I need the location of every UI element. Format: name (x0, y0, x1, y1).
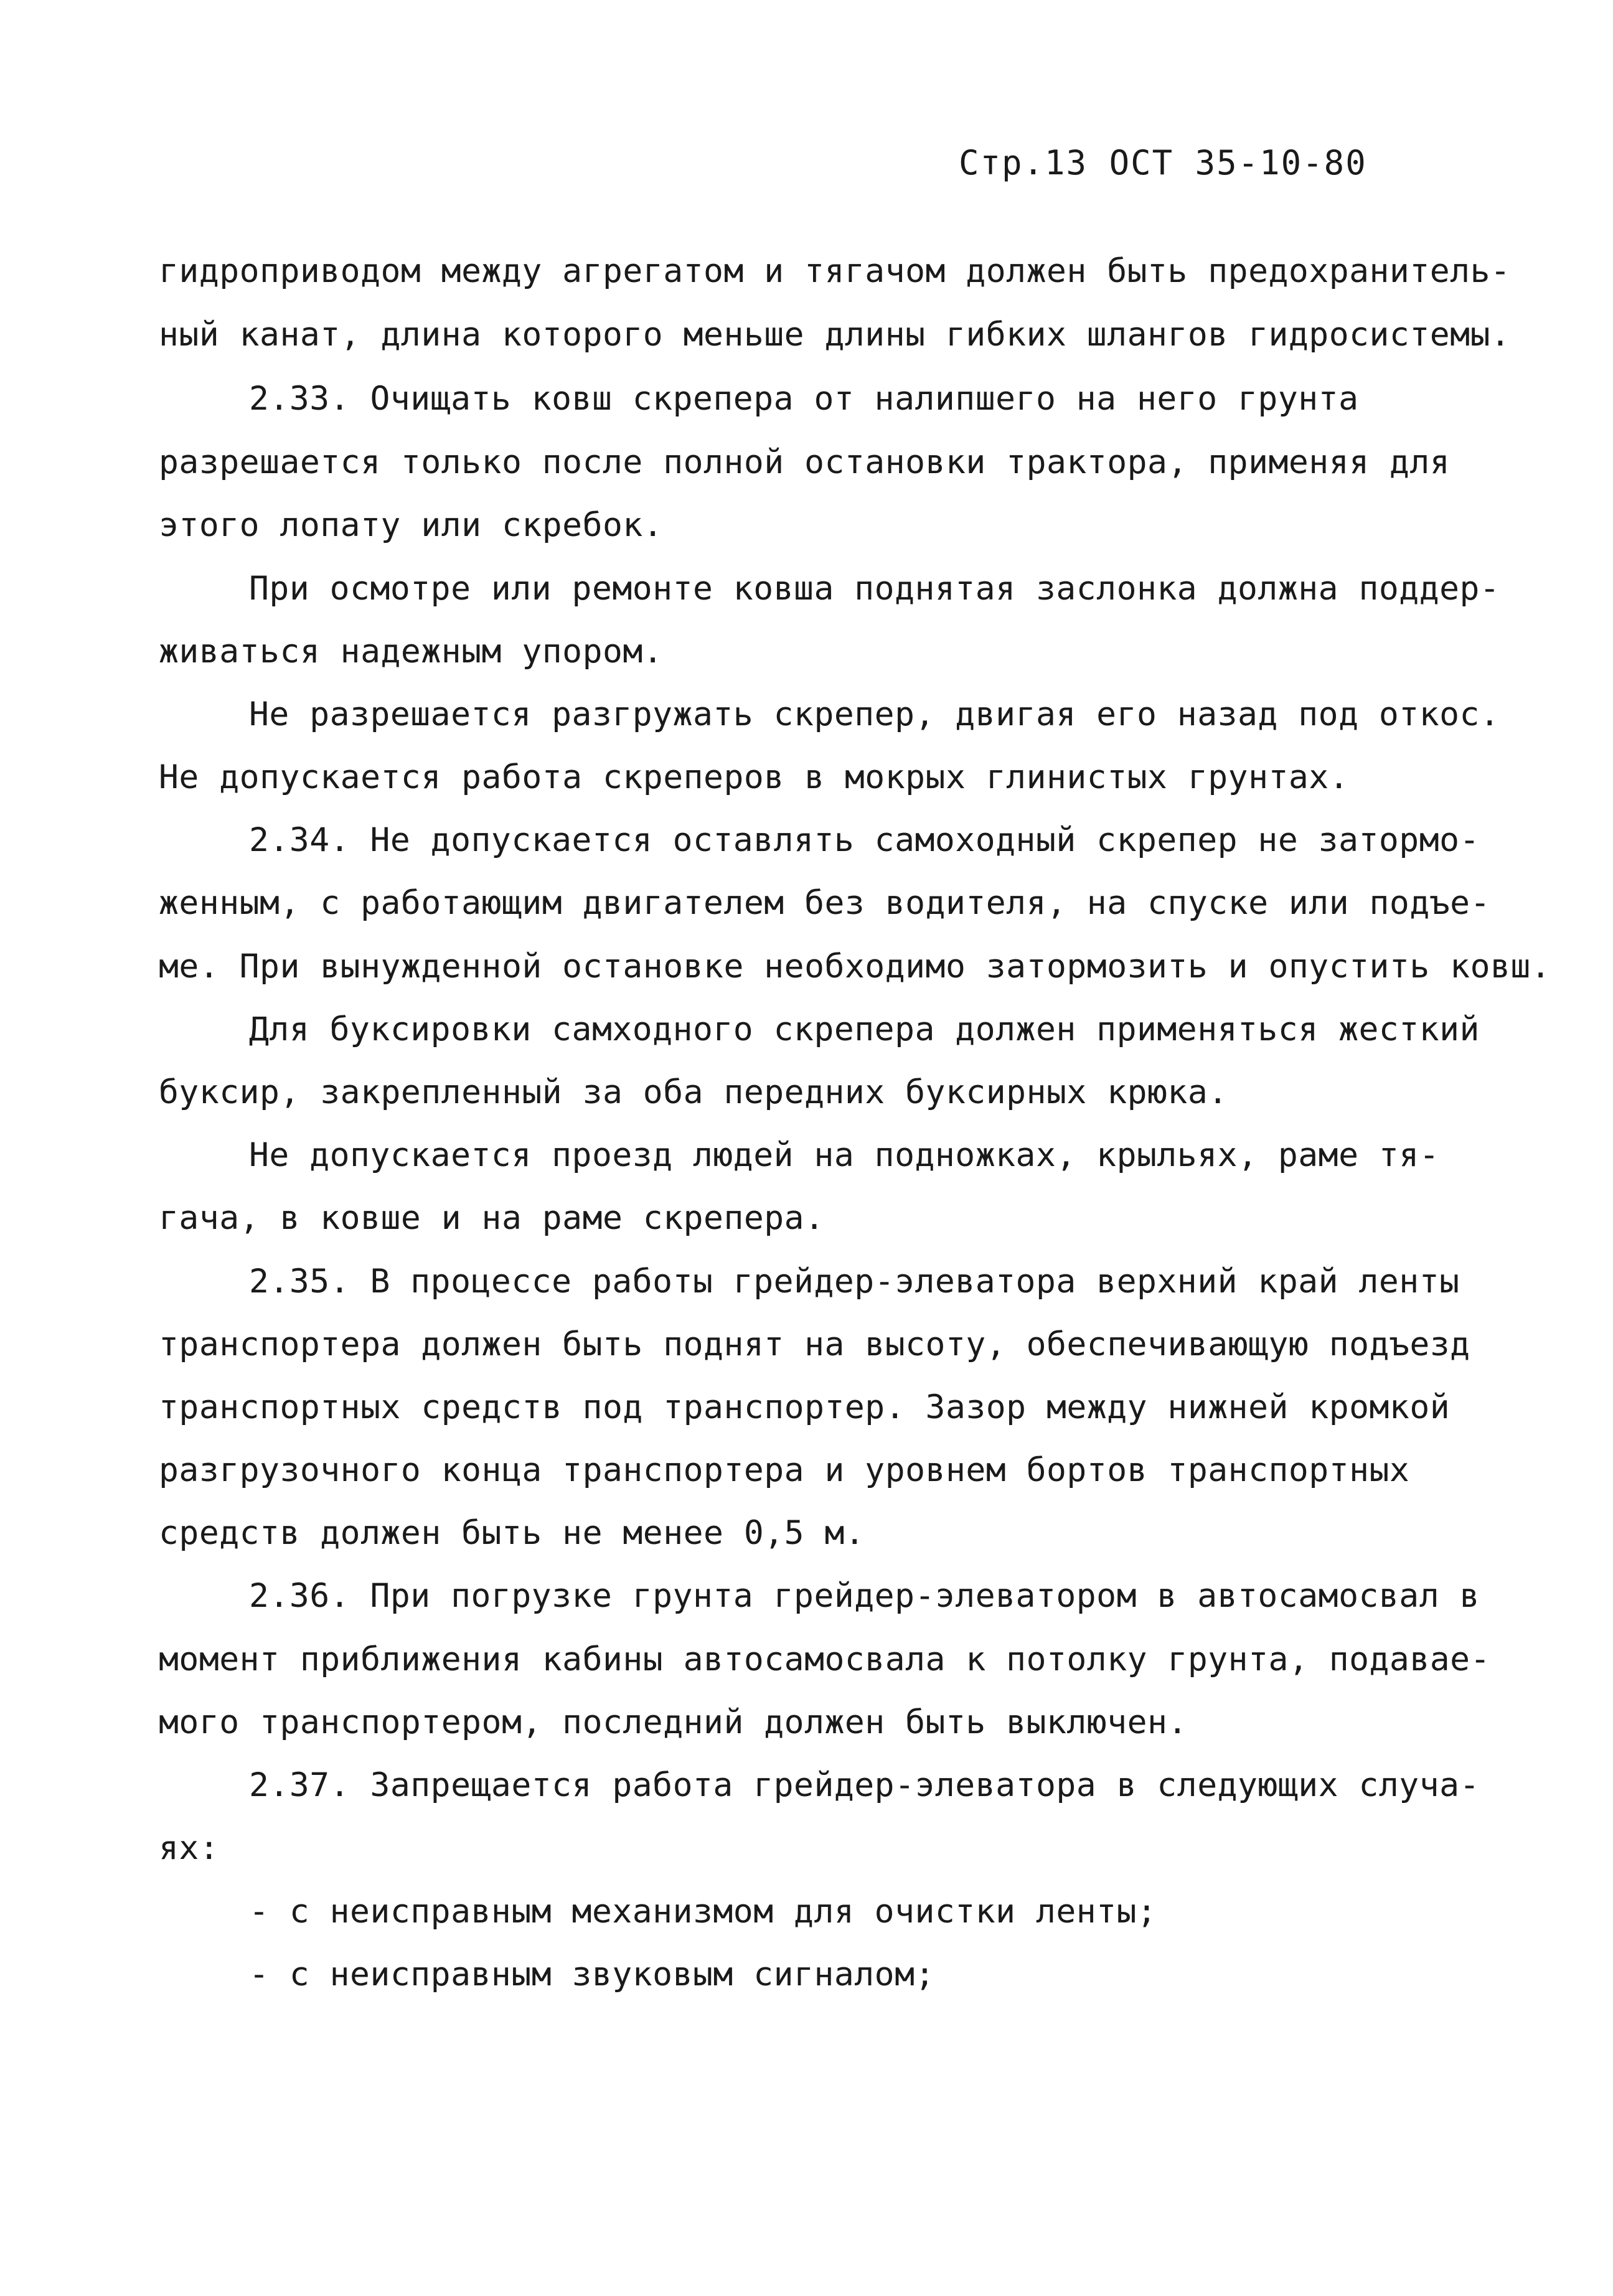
text-line: этого лопату или скребок. (159, 506, 664, 544)
text-line: ный канат, длина которого меньше длины гибких шлангов гидросистемы. (159, 316, 1511, 354)
text-line: 2.37. Запрещается работа грейдер-элеватора в следующих случа- (249, 1766, 1480, 1804)
text-line: разрешается только после полной остановки трактора, применяя для (159, 443, 1451, 481)
text-line: гидроприводом между агрегатом и тягачом должен быть предохранитель- (159, 252, 1511, 290)
text-line: мого транспортером, последний должен быть выключен. (159, 1703, 1188, 1741)
page-header: Стр.13 ОСТ 35-10-80 (959, 143, 1367, 182)
list-item: - с неисправным механизмом для очистки ленты; (249, 1893, 1157, 1931)
list-item: - с неисправным звуковым сигналом; (249, 1955, 935, 1993)
text-line: гача, в ковше и на раме скрепера. (159, 1199, 825, 1237)
text-line: ме. При вынужденной остановке необходимо затормозить и опустить ковш. (159, 948, 1551, 986)
text-line: Не допускается проезд людей на подножках, крыльях, раме тя- (249, 1136, 1440, 1174)
text-line: транспортера должен быть поднят на высоту, обеспечивающую подъезд (159, 1325, 1470, 1363)
text-line: женным, с работающим двигателем без водителя, на спуске или подъе- (159, 884, 1490, 922)
text-line: буксир, закрепленный за оба передних буксирных крюка. (159, 1073, 1228, 1111)
text-line: разгрузочного конца транспортера и уровнем бортов транспортных (159, 1451, 1410, 1489)
text-line: средств должен быть не менее 0,5 м. (159, 1514, 865, 1552)
text-line: 2.34. Не допускается оставлять самоходный скрепер не затормо- (249, 821, 1480, 859)
text-line: При осмотре или ремонте ковша поднятая заслонка должна поддер- (249, 570, 1500, 608)
text-line: 2.33. Очищать ковш скрепера от налипшего на него грунта (249, 380, 1359, 418)
text-line: ях: (159, 1829, 220, 1867)
text-line: живаться надежным упором. (159, 633, 664, 670)
text-line: момент приближения кабины автосамосвала к потолку грунта, подавае- (159, 1640, 1490, 1678)
text-line: Не допускается работа скреперов в мокрых глинистых грунтах. (159, 758, 1350, 796)
text-line: Не разрешается разгружать скрепер, двигая его назад под откос. (249, 695, 1500, 733)
text-line: 2.35. В процессе работы грейдер-элеватора верхний край ленты (249, 1263, 1460, 1301)
text-line: транспортных средств под транспортер. Зазор между нижней кромкой (159, 1388, 1451, 1426)
text-line: Для буксировки самходного скрепера должен применяться жесткий (249, 1010, 1480, 1048)
text-line: 2.36. При погрузке грунта грейдер-элеватором в автосамосвал в (249, 1577, 1480, 1615)
